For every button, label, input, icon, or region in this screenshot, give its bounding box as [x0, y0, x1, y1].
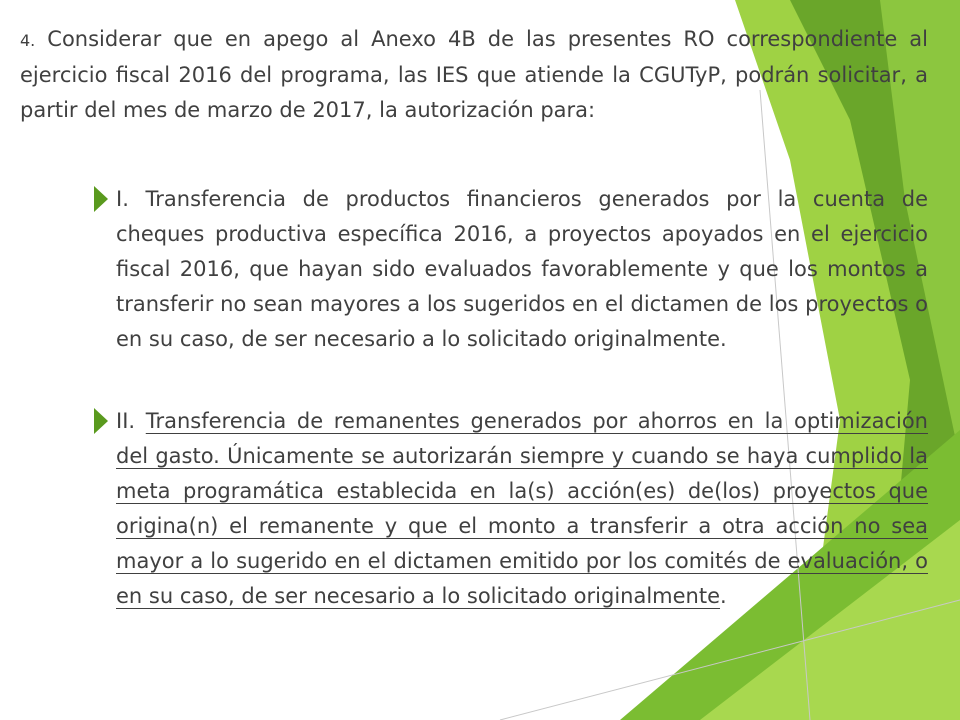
item-numeral: II. [116, 409, 136, 433]
intro-paragraph [20, 22, 928, 128]
item-text: Transferencia de productos financieros generados por la cuenta de cheques productiva específica 2016, a proyectos apoyados en el ejercicio fiscal 2016, que hayan sido evaluados favorablemente y que los montos a transferir no sean mayores a los sugeridos en el dictamen de los proyectos o en su caso, de ser necesario a lo solicitado originalmente. [116, 187, 928, 351]
item-text-underlined: Transferencia de remanentes generados por ahorros en la optimización del gasto. Únicamente se autorizarán siempre y cuando se haya cumplido la meta programática establecida en la(s) acción(es) de(los) proyectos que origina(n) el remanente y que el monto a transferir a otra acción no sea mayor a lo sugerido en el dictamen emitido por los comités de evaluación, o en su caso, de ser necesario a lo solicitado originalmente [116, 409, 928, 608]
intro-text: Considerar que en apego al Anexo 4B de las presentes RO correspondiente al ejercicio fiscal 2016 del programa, las IES que atiende la CGUTyP, podrán solicitar, a partir del mes de marzo de 2017, la autorización para: [20, 27, 928, 122]
list-item [116, 182, 928, 357]
green-triangle-bullet-1 [94, 186, 108, 212]
item-end-punctuation: . [720, 584, 727, 608]
list-item [116, 404, 928, 614]
green-triangle-bullet-2 [94, 408, 108, 434]
intro-number: 4. [20, 31, 36, 50]
item-numeral: I. [116, 187, 129, 211]
